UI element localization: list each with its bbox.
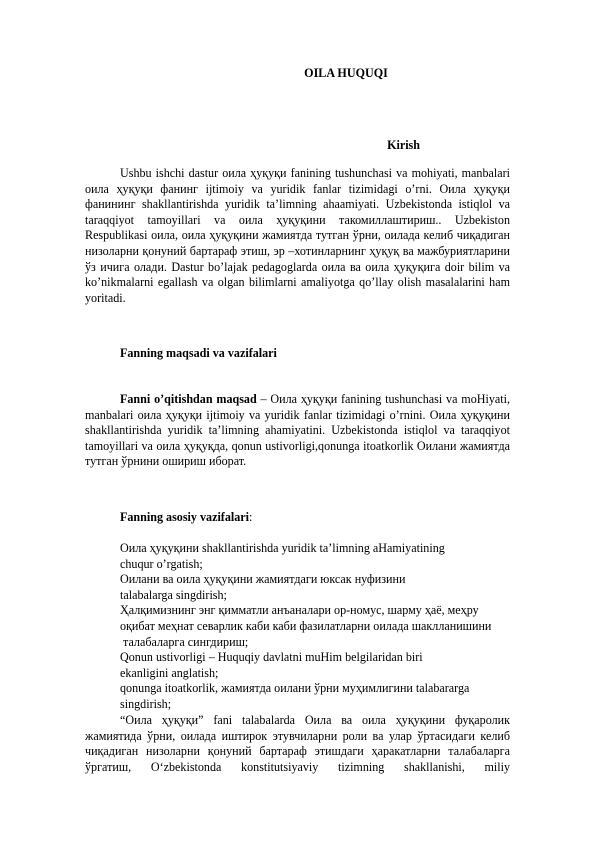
list-item: Оилани ва оила ҳуқуқини жамиятдаги юксак нуфизини <box>120 572 406 587</box>
tasks-list <box>120 541 540 713</box>
document-title: OILA HUQUQI <box>304 66 388 80</box>
intro-heading: Kirish <box>387 138 420 152</box>
list-item: chuqur o’rgatish; <box>120 556 203 571</box>
list-item: talabalarga singdirish; <box>120 587 227 602</box>
list-item: талабаларга сингдириш; <box>120 634 249 649</box>
section1-heading: Fanning maqsadi va vazifalari <box>120 346 277 360</box>
section2-heading-colon: : <box>249 510 253 524</box>
section1-paragraph <box>85 392 510 470</box>
section1-label: Fanni o’qitishdan maqsad <box>120 392 257 406</box>
list-item: Qonun ustivorligi – Huquqiy davlatni muHim belgilaridan biri <box>120 650 423 665</box>
intro-paragraph: Ushbu ishchi dastur оила ҳуқуқи fanining tushunchasi va mohiyati, manbalari оила ҳуқуқи фанинг ijtimoiy va yuridik fanlar tizimidagi o’rni. Оила ҳуқуқи фанининг shakllantirishda yuridik ta’limning ahaamiyati. Uzbekistonda istiqlol va taraqqiyot tamoyillari va оила ҳуқуқини такомиллаштириш.. Uzbekiston Respublikasi оила, оила ҳуқуқини жамиятда тутган ўрни, оилада келиб чиқадиган низоларни қонуний бартараф этиш, эр –хотинларнинг ҳуқуқ ва мажбуриятларини ўз ичига олади. Dastur bo’lajak pedagoglarda оила ва оила ҳуқуқига doir bilim va ko’nikmalarni egallash va olgan bilimlarni amaliyotga qo’llay olish masalalarini ham yoritadi. <box>85 166 510 305</box>
list-item: Ҳалқимизнинг энг қимматли анъаналари ор-номус, шарму ҳаё, меҳру <box>120 603 479 618</box>
closing-paragraph: “Оила ҳуқуқи” fani talabalarda Оила ва оила ҳуқуқини фуқаролик жамиятида ўрни, оилада иштирок этувчиларни роли ва улар ўртасидаги келиб чиқадиган низоларни қонуний бартараф этишдаги ҳаракатларни талабаларга ўргатиш, O‘zbekistonda konstitutsiyaviy tizimning shakllanishi, miliy <box>85 713 510 774</box>
list-item: singdirish; <box>120 696 172 711</box>
list-item: qonunga itoatkorlik, жамиятда оилани ўрни муҳимлигини talabararga <box>120 681 470 696</box>
list-item: оқибат меҳнат севарлик каби каби фазилатларни оилада шаклланишини <box>120 618 492 633</box>
section2-heading-text: Fanning asosiy vazifalari <box>120 510 250 524</box>
section1-text: – Оила ҳуқуқи fanining tushunchasi va moHiyati, manbalari оила ҳуқуқи ijtimoiy va yuridik fanlar tizimidagi o’rnini. Оила ҳуқуқини shakllantirishda yuridik ta’limning ahamiyatini. Uzbekistonda istiqlol va taraqqiyot tamoyillari va оила ҳуқуқда, qonun ustivorligi,qonunga itoatkorlik Оилани жамиятда тутган ўрнини ошириш иборат. <box>85 392 510 469</box>
list-item: ekanligini anglatish; <box>120 665 219 680</box>
list-item: Оила ҳуқуқини shakllantirishda yuridik ta’limning aHamiyatining <box>120 541 445 555</box>
section2-heading <box>120 510 252 526</box>
